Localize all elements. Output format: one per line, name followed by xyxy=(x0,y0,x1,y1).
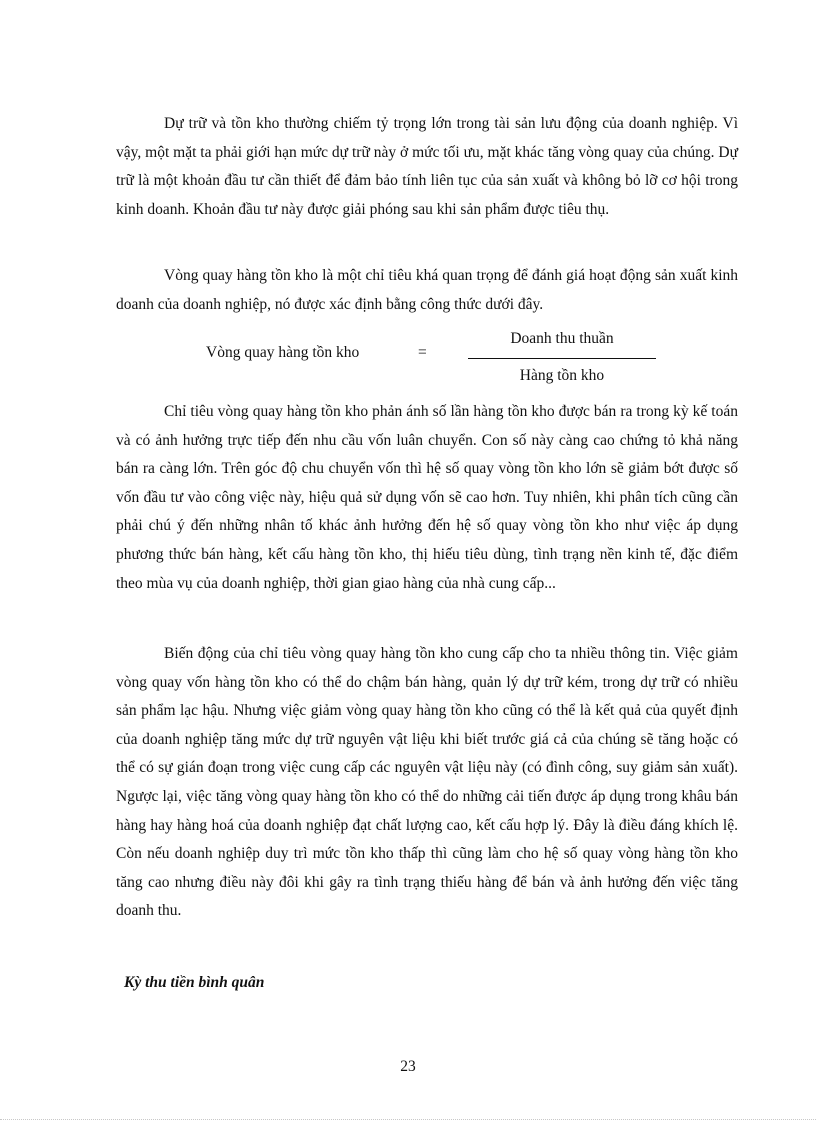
formula-lhs: Vòng quay hàng tồn kho xyxy=(206,344,360,361)
body-paragraph-block xyxy=(116,262,738,319)
paragraph-inventory-intro: Dự trữ và tồn kho thường chiếm tỷ trọng lớn trong tài sản lưu động của doanh nghiệp. Vì vậy, một mặt ta phải giới hạn mức dự trữ này ở mức tối ưu, mặt khác tăng vòng quay của chúng. Dự trữ là một khoản đầu tư cần thiết để đảm bảo tính liên tục của sản xuất và không bỏ lỡ cơ hội trong kinh doanh. Khoản đầu tư này được giải phóng sau khi sản phẩm được tiêu thụ. xyxy=(116,115,738,218)
formula-numerator: Doanh thu thuần xyxy=(510,330,614,347)
formula-equals-sign: = xyxy=(418,344,427,361)
body-paragraph-block xyxy=(116,110,738,224)
paragraph-turnover-meaning: Chỉ tiêu vòng quay hàng tồn kho phản ánh số lần hàng tồn kho được bán ra trong kỳ kế toán và có ảnh hưởng trực tiếp đến nhu cầu vốn luân chuyển. Con số này càng cao chứng tỏ khả năng bán ra càng lớn. Trên góc độ chu chuyển vốn thì hệ số quay vòng tồn kho lớn sẽ giảm bớt được số vốn đầu tư vào công việc này, hiệu quả sử dụng vốn sẽ cao hơn. Tuy nhiên, khi phân tích cũng cần phải chú ý đến những nhân tố khác ảnh hưởng đến hệ số quay vòng tồn kho như việc áp dụng phương thức bán hàng, kết cấu hàng tồn kho, thị hiếu tiêu dùng, tình trạng nền kinh tế, đặc điểm theo mùa vụ của doanh nghiệp, thời gian giao hàng của nhà cung cấp... xyxy=(116,403,738,592)
page-number: 23 xyxy=(400,1058,416,1075)
paragraph-turnover-changes: Biến động của chỉ tiêu vòng quay hàng tồn kho cung cấp cho ta nhiều thông tin. Việc giảm vòng quay vốn hàng tồn kho có thể do chậm bán hàng, quản lý dự trữ kém, trong dự trữ có nhiều sản phẩm lạc hậu. Nhưng việc giảm vòng quay hàng tồn kho cũng có thể là kết quả của quyết định của doanh nghiệp tăng mức dự trữ nguyên vật liệu khi biết trước giá cả của chúng sẽ tăng hoặc có thể có sự gián đoạn trong việc cung cấp các nguyên vật liệu này (có đình công, suy giảm sản xuất). Ngược lại, việc tăng vòng quay hàng tồn kho có thể do những cải tiến được áp dụng trong khâu bán hàng hay hàng hoá của doanh nghiệp đạt chất lượng cao, kết cấu hợp lý. Đây là điều đáng khích lệ. Còn nếu doanh nghiệp duy trì mức tồn kho thấp thì cũng làm cho hệ số quay vòng hàng tồn kho tăng cao nhưng điều này đôi khi gây ra tình trạng thiếu hàng để bán và ảnh hưởng đến việc tăng doanh thu. xyxy=(116,645,738,920)
body-paragraph-block xyxy=(116,398,738,598)
inventory-turnover-formula xyxy=(0,326,816,392)
body-paragraph-block xyxy=(116,640,738,926)
formula-denominator: Hàng tồn kho xyxy=(519,367,605,384)
section-heading: Kỳ thu tiền bình quân xyxy=(124,974,265,991)
formula-fraction xyxy=(468,326,656,389)
fraction-bar xyxy=(468,358,656,359)
page-bottom-divider xyxy=(0,1119,816,1120)
paragraph-turnover-definition: Vòng quay hàng tồn kho là một chỉ tiêu khá quan trọng để đánh giá hoạt động sản xuất kinh doanh của doanh nghiệp, nó được xác định bằng công thức dưới đây. xyxy=(116,267,738,313)
